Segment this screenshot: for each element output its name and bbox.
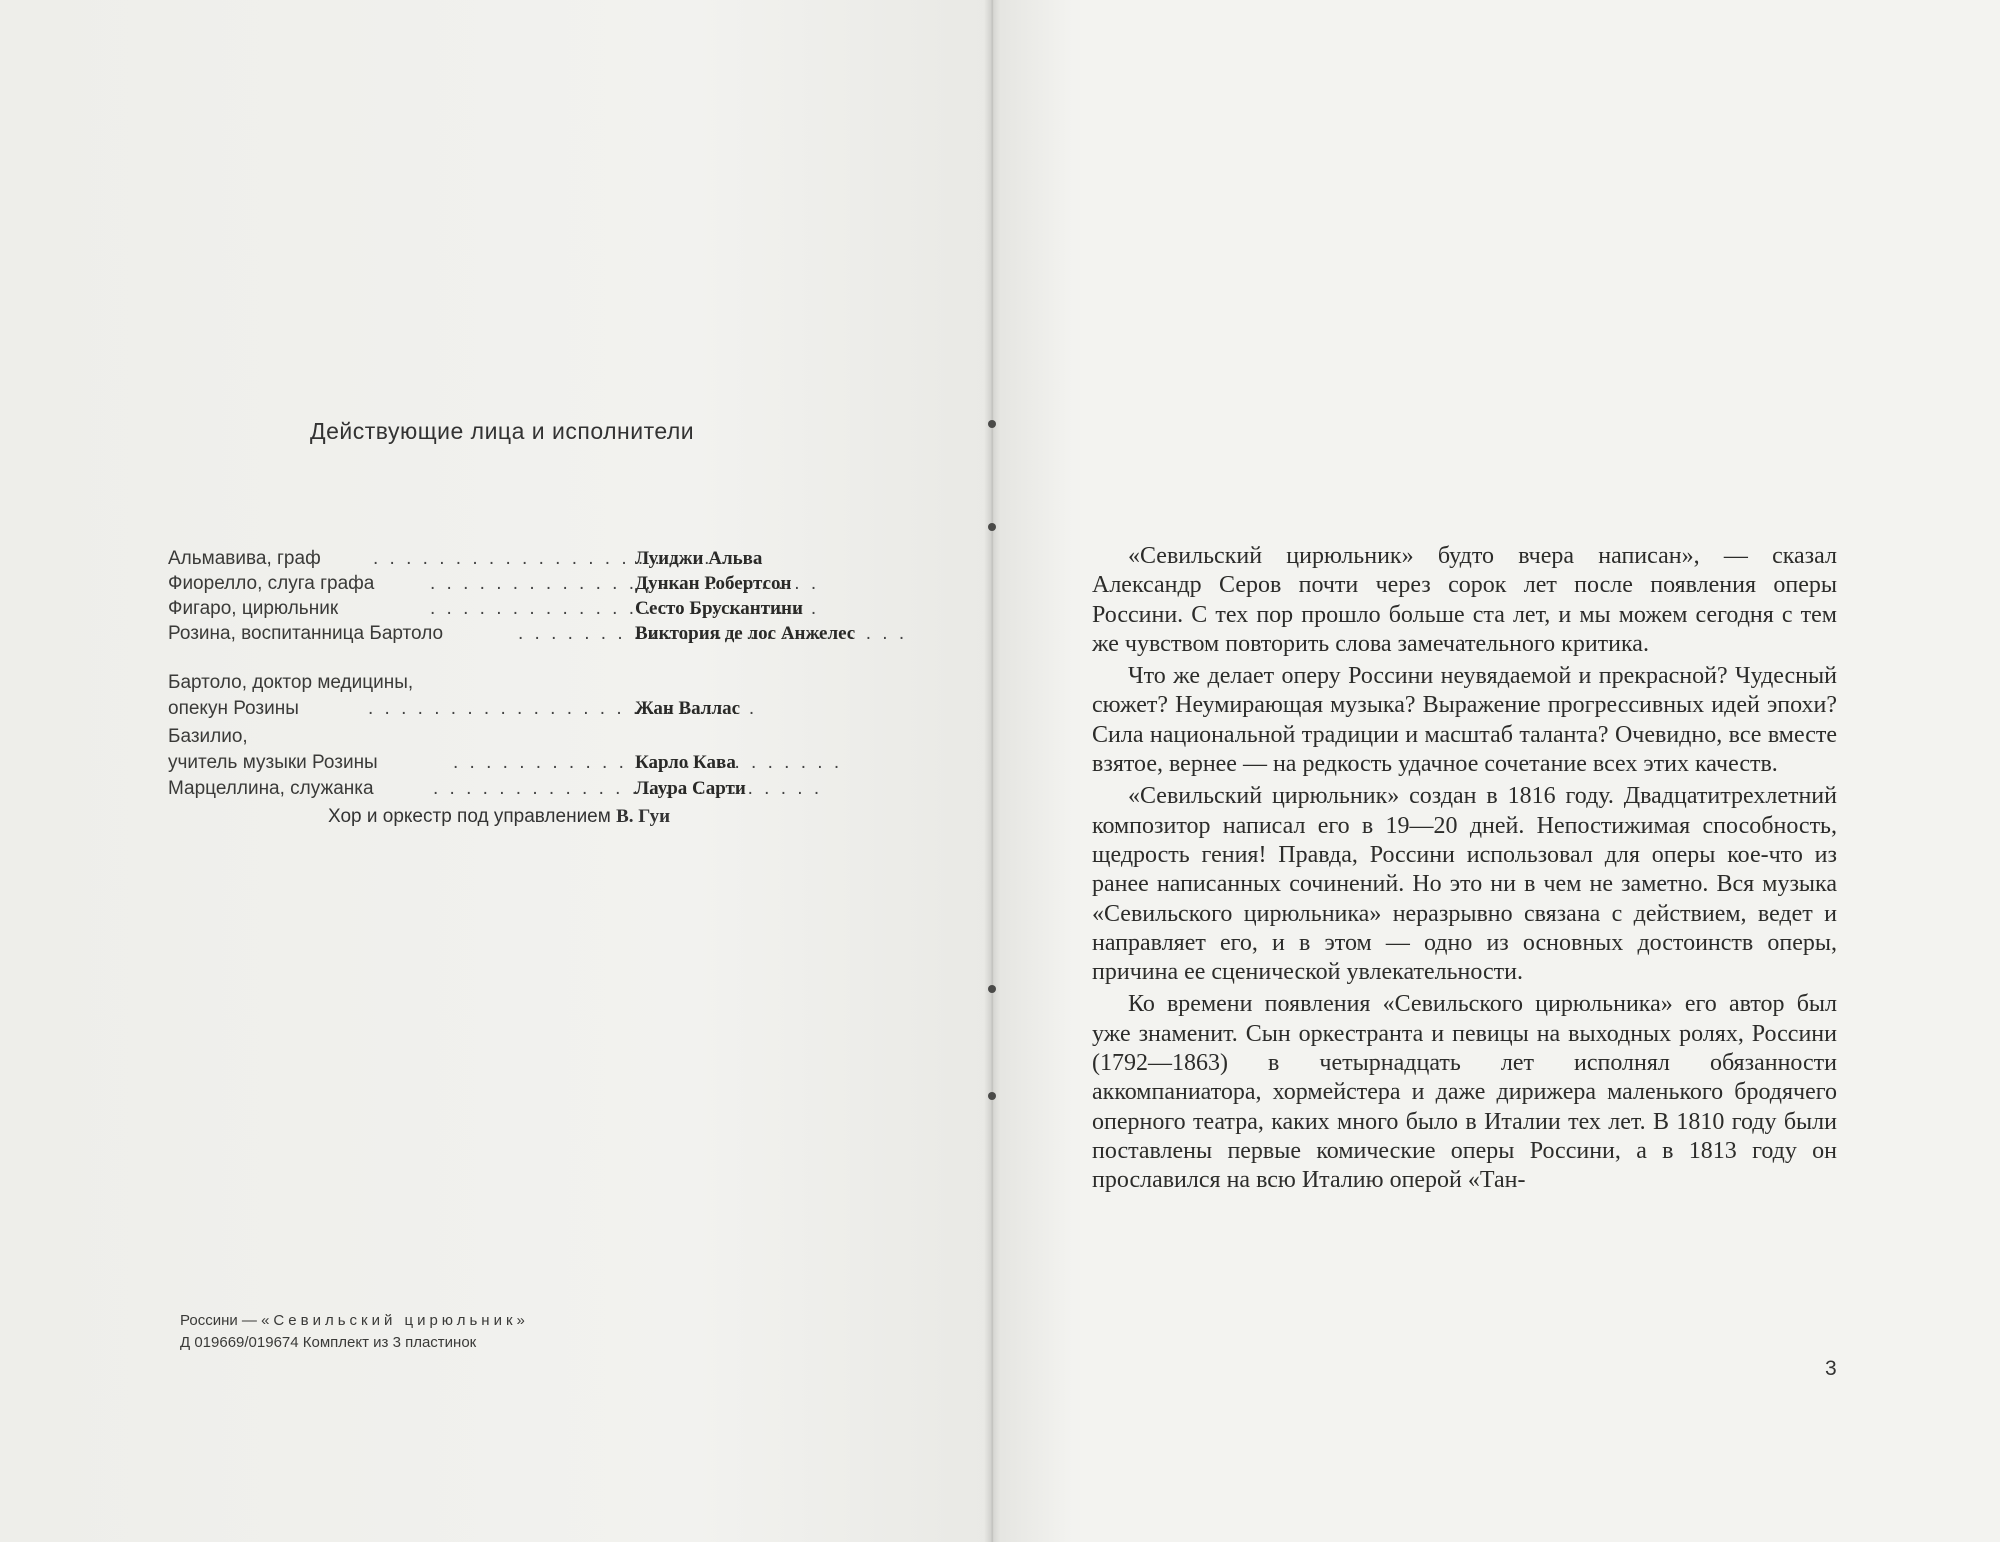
actor-name: Луиджи Альва	[635, 548, 763, 569]
role-name: Базилио,	[168, 726, 248, 747]
actor-name: Дункан Робертсон	[635, 573, 792, 594]
footer-composer: Россини —	[180, 1312, 257, 1329]
footer-line-1	[180, 1310, 529, 1332]
footer-line-2: Д 019669/019674 Комплект из 3 пластинок	[180, 1334, 477, 1351]
chorus-text: Хор и оркестр под управлением	[328, 806, 611, 827]
actor-name: Лаура Сарти	[635, 778, 746, 799]
staple-hole	[988, 985, 996, 993]
chorus-credit	[328, 806, 928, 828]
role-name: Фигаро, цирюльник . . .	[168, 596, 608, 622]
staple-hole	[988, 523, 996, 531]
actor-name: Карло Кава	[635, 752, 736, 773]
actor-name: Жан Валлас	[635, 698, 741, 719]
role-name: Альмавива, граф . . .	[168, 546, 608, 572]
actor-name: Виктория де лос Анжелес	[635, 623, 856, 644]
left-page	[0, 0, 992, 1542]
paragraph: Ко времени появления «Севильского цирюльника» его автор был уже знаменит. Сын оркестранта и певицы на выходных ролях, Россини (1792—1863) в четырнадцать лет исполнял обязанности аккомпаниатора, хормейстера и даже дирижера маленького бродячего оперного театра, каких много было в Италии тех лет. В 1810 году были поставлены первые комические оперы Россини, а в 1813 году он прославился на всю Италию оперой «Тан-	[1092, 991, 1837, 1194]
conductor-name: В. Гуи	[616, 806, 671, 827]
cast-title: Действующие лица и исполнители	[310, 418, 695, 444]
paragraph: Что же делает оперу Россини неувядаемой и прекрасной? Чудесный сюжет? Неумирающая музыка? Выражение прогрессивных идей эпохи? Сила национальной традиции и масштаб таланта? Очевидно, все вместе взятое, вернее — на редкость удачное сочетание всех этих качеств.	[1092, 663, 1837, 778]
paragraph: «Севильский цирюльник» создан в 1816 году. Двадцатитрехлетний композитор написал его в 19—20 дней. Непостижимая способность, щедрость гения! Правда, Россини использовал для оперы кое-что из ранее написанных сочинений. Но это ни в чем не заметно. Вся музыка «Севильского цирюльника» неразрывно связана с действием, ведет и направляет его, и в этом — одно из основных достоинств оперы, причина ее сценической увлекательности.	[1092, 783, 1837, 986]
book-gutter	[984, 0, 1000, 1542]
role-name: Фиорелло, слуга графа . . .	[168, 571, 608, 597]
staple-hole	[988, 420, 996, 428]
article-text	[1092, 542, 1837, 1199]
role-name: Марцеллина, служанка . . .	[168, 776, 608, 802]
record-footer	[180, 1310, 529, 1354]
actor-name: Сесто Брускантини	[635, 598, 803, 619]
role-name: опекун Розины . . .	[168, 696, 608, 722]
staple-hole	[988, 1092, 996, 1100]
footer-title: «Севильский цирюльник»	[261, 1312, 529, 1329]
role-name: учитель музыки Розины . . .	[168, 750, 608, 776]
role-name: Розина, воспитанница Бартоло . . .	[168, 621, 608, 647]
right-page	[992, 0, 2000, 1542]
role-name: Бартоло, доктор медицины,	[168, 672, 414, 693]
page-number: 3	[1825, 1357, 1837, 1380]
paragraph: «Севильский цирюльник» будто вчера написан», — сказал Александр Серов почти через сорок лет после появления оперы Россини. С тех пор прошло больше ста лет, и мы можем сегодня с тем же чувством повторить слова замечательного критика.	[1092, 543, 1837, 657]
